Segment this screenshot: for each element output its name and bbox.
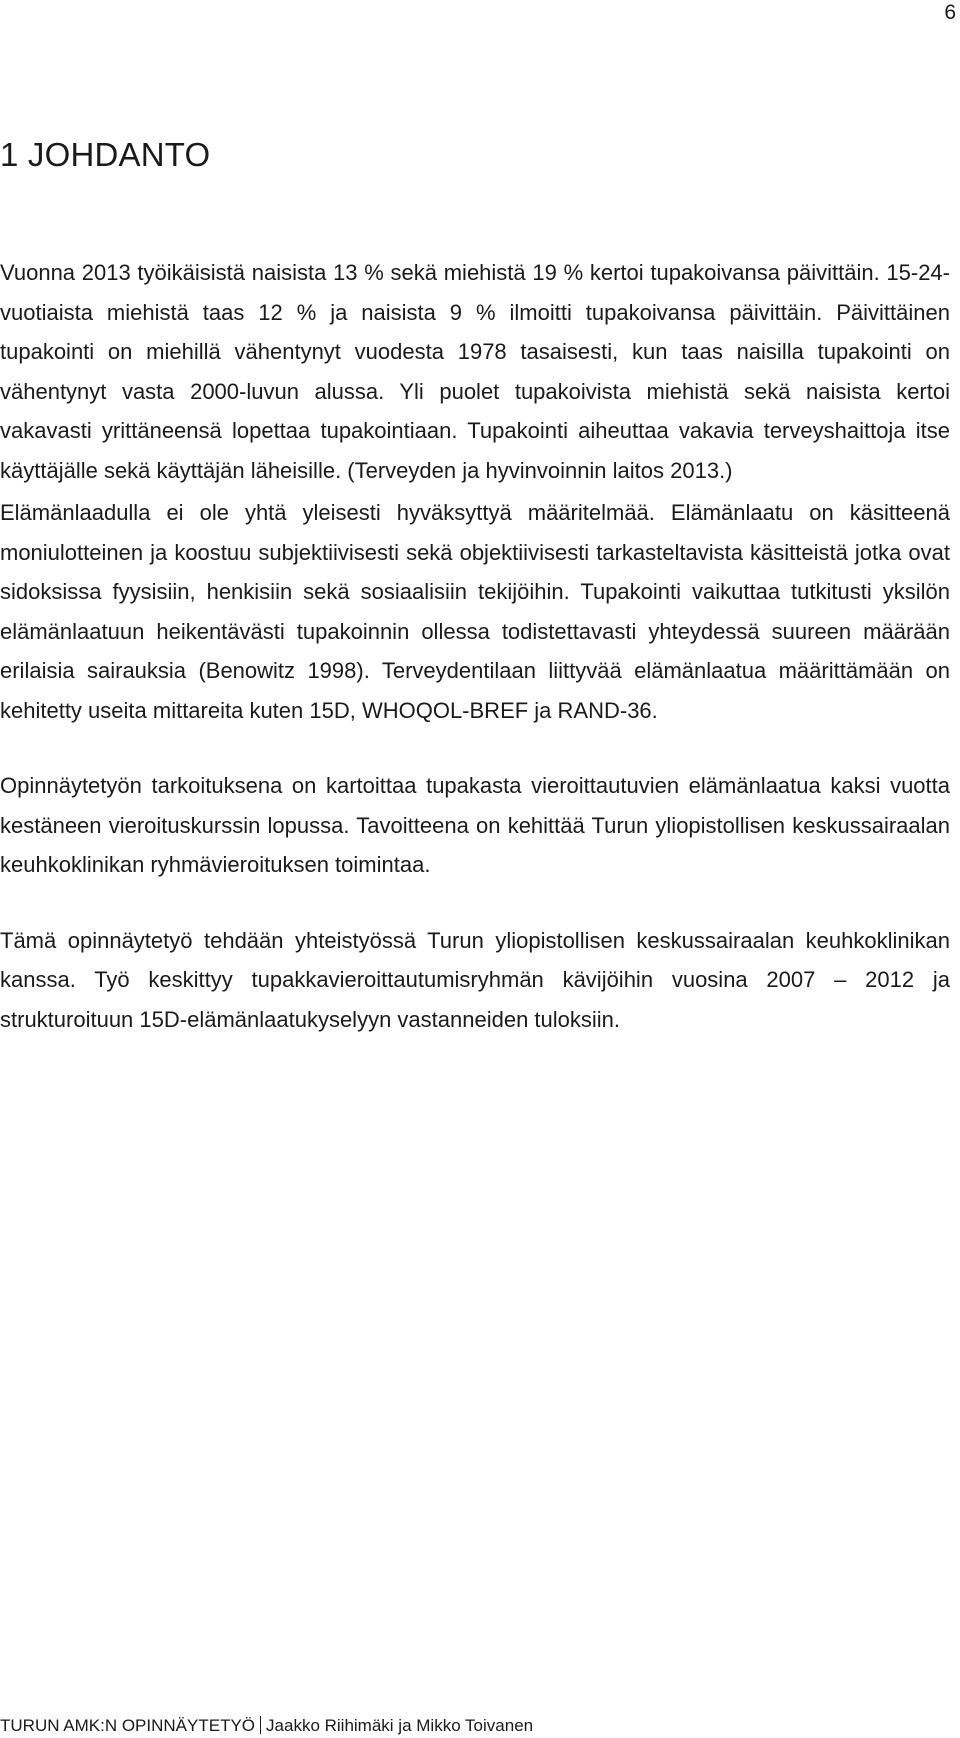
paragraph-1: Vuonna 2013 työikäisistä naisista 13 % sekä miehistä 19 % kertoi tupakoivansa päivittäin. 15-24- vuotiaista miehistä taas 12 % ja naisista 9 % ilmoitti tupakoivansa päivittäin. Päivittäinen tupakointi on miehillä vähentynyt vuodesta 1978 tasaisesti, kun taas naisilla tupakointi on vähentynyt vasta 2000-luvun alussa. Yli puolet tupakoivista miehistä sekä naisista kertoi vakavasti yrittäneensä lopettaa tupakointiaan. Tupakointi aiheuttaa vakavia terveyshaittoja itse käyttäjälle sekä käyttäjän läheisille. (Terveyden ja hyvinvoinnin laitos 2013.) [0, 260, 950, 483]
paragraph-3: Opinnäytetyön tarkoituksena on kartoittaa tupakasta vieroittautuvien elämänlaatua kaksi vuotta kestäneen vieroituskurssin lopussa. Tavoitteena on kehittää Turun yliopistollisen keskussairaalan keuhkoklinikan ryhmävieroituksen toimintaa. [0, 773, 950, 877]
paragraph-4: Tämä opinnäytetyö tehdään yhteistyössä Turun yliopistollisen keskussairaalan keuhkoklinikan kanssa. Työ keskittyy tupakkavieroittautumisryhmän kävijöihin vuosina 2007 – 2012 ja strukturoituun 15D-elämänlaatukyselyyn vastanneiden tuloksiin. [0, 927, 950, 1032]
page-footer [0, 1716, 533, 1734]
chapter-heading: 1 JOHDANTO [0, 136, 211, 173]
footer-separator [260, 1716, 261, 1734]
paragraph-2: Elämänlaadulla ei ole yhtä yleisesti hyväksyttyä määritelmää. Elämänlaatu on käsitteenä moniulotteinen ja koostuu subjektiivisesti sekä objektiivisesti tarkasteltavista käsitteistä jotka ovat sidoksissa fyysisiin, henkisiin sekä sosiaalisiin tekijöihin. Tupakointi vaikuttaa tutkitusti yksilön elämänlaatuun heikentävästi tupakoinnin ollessa todistettavasti yhteydessä suureen määrään erilaisia sairauksia (Benowitz 1998). Terveydentilaan liittyvää elämänlaatua määrittämään on kehitetty useita mittareita kuten 15D, WHOQOL-BREF ja RAND-36. [0, 500, 950, 723]
page-number: 6 [944, 1, 956, 24]
footer-authors: Jaakko Riihimäki ja Mikko Toivanen [266, 1716, 534, 1735]
footer-publication: TURUN AMK:N OPINNÄYTETYÖ [0, 1716, 256, 1735]
body-text [0, 253, 950, 1039]
